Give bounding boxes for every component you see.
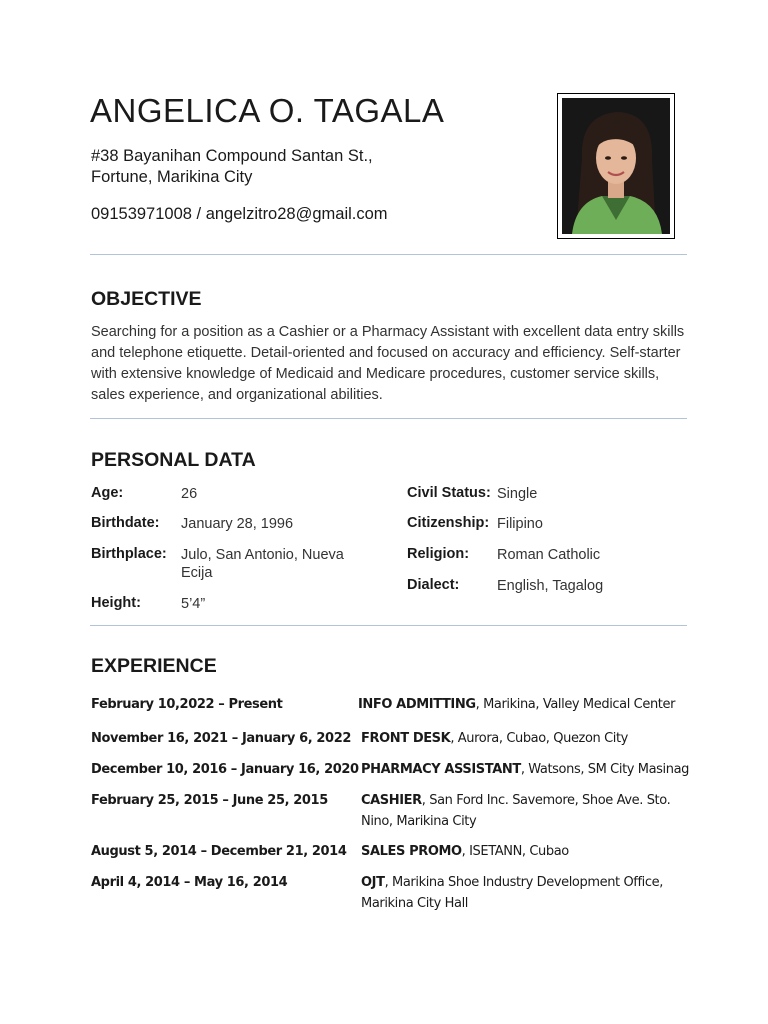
- objective-heading: OBJECTIVE: [91, 288, 202, 310]
- experience-entry: [361, 841, 691, 862]
- experience-place: , San Ford Inc. Savemore, Shoe Ave. Sto. Nino, Marikina City: [361, 793, 671, 829]
- experience-date: February 25, 2015 – June 25, 2015: [91, 793, 328, 808]
- experience-entry: [361, 759, 691, 780]
- address-line-2: Fortune, Marikina City: [91, 168, 253, 186]
- experience-role: OJT: [361, 875, 385, 890]
- experience-entry: [361, 728, 691, 749]
- birthplace-value: Julo, San Antonio, Nueva Ecija: [181, 547, 344, 581]
- height-label: Height:: [91, 595, 141, 611]
- experience-date: December 10, 2016 – January 16, 2020: [91, 762, 359, 777]
- civil-status-value: Single: [497, 486, 538, 502]
- experience-entry: [361, 790, 691, 832]
- religion-label: Religion:: [407, 546, 470, 562]
- age-value: 26: [181, 486, 198, 502]
- experience-place: , Marikina Shoe Industry Development Office, Marikina City Hall: [361, 875, 663, 911]
- profile-photo: [562, 98, 670, 234]
- address: [91, 146, 373, 188]
- age-label: Age:: [91, 485, 124, 501]
- civil-status-label: Civil Status:: [407, 485, 491, 501]
- experience-role: FRONT DESK: [361, 731, 451, 746]
- experience-entry: [361, 872, 691, 914]
- experience-date: August 5, 2014 – December 21, 2014: [91, 844, 347, 859]
- experience-role: CASHIER: [361, 793, 422, 808]
- applicant-name: ANGELICA O. TAGALA: [90, 92, 445, 129]
- divider: [90, 418, 687, 419]
- dialect-value: English, Tagalog: [497, 578, 604, 594]
- birthplace-label: Birthplace:: [91, 546, 167, 562]
- experience-heading: EXPERIENCE: [91, 655, 217, 677]
- contact-info: 09153971008 / angelzitro28@gmail.com: [91, 205, 388, 223]
- address-line-1: #38 Bayanihan Compound Santan St.,: [91, 147, 373, 165]
- height-value: 5’4”: [181, 596, 206, 612]
- religion-value: Roman Catholic: [497, 547, 601, 563]
- experience-place: , ISETANN, Cubao: [461, 844, 569, 859]
- experience-role: SALES PROMO: [361, 844, 462, 859]
- personal-data-heading: PERSONAL DATA: [91, 449, 256, 471]
- citizenship-value: Filipino: [497, 516, 543, 532]
- experience-place: , Watsons, SM City Masinag: [520, 762, 690, 777]
- birthdate-label: Birthdate:: [91, 515, 160, 531]
- experience-role: PHARMACY ASSISTANT: [361, 762, 521, 777]
- divider: [90, 254, 687, 255]
- experience-date: November 16, 2021 – January 6, 2022: [91, 731, 351, 746]
- dialect-label: Dialect:: [407, 577, 460, 593]
- profile-photo-frame: [557, 93, 675, 239]
- experience-entry: [358, 694, 688, 715]
- experience-place: , Marikina, Valley Medical Center: [475, 697, 676, 712]
- experience-role: INFO ADMITTING: [358, 697, 476, 712]
- birthdate-value: January 28, 1996: [181, 516, 294, 532]
- experience-date: April 4, 2014 – May 16, 2014: [91, 875, 288, 890]
- divider: [90, 625, 687, 626]
- citizenship-label: Citizenship:: [407, 515, 490, 531]
- objective-text: Searching for a position as a Cashier or a Pharmacy Assistant with excellent data entry skills and telephone etiquette. Detail-oriented and focused on accuracy and efficiency. Self-starter with extensive knowledge of Medicaid and Medicare procedures, customer service skills, sales experience, and organizational abilities.: [91, 324, 685, 403]
- experience-place: , Aurora, Cubao, Quezon City: [450, 731, 628, 746]
- experience-date: February 10,2022 – Present: [91, 697, 283, 712]
